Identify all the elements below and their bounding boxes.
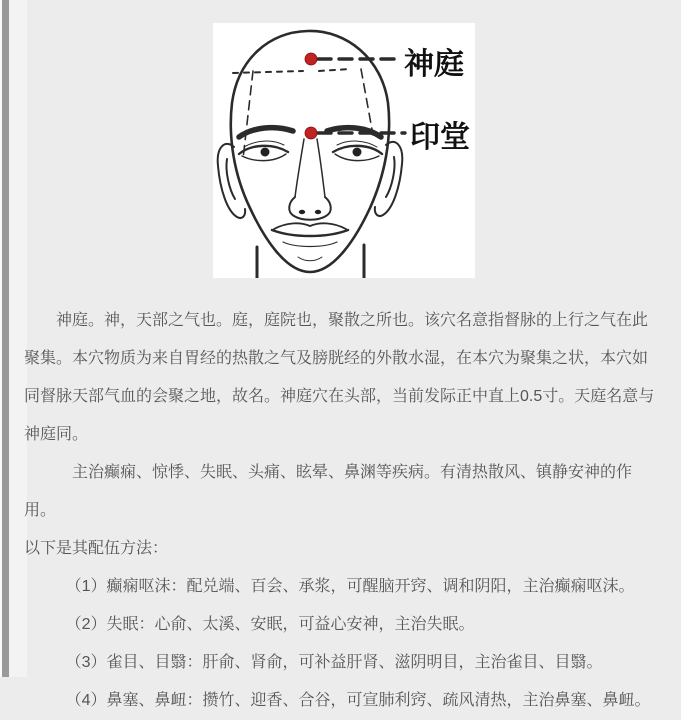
paragraph-indications: 主治癫痫、惊悸、失眠、头痛、眩晕、鼻渊等疾病。有清热散风、镇静安神的作用。 [24,464,633,519]
left-nostril [299,210,305,214]
article-body [24,302,660,720]
nose [295,139,325,197]
paragraph-combo-intro: 以下是其配伍方法： [24,540,169,557]
chin-crease [298,257,322,261]
temple-dash-left [243,71,253,159]
left-ear-icon [218,144,245,218]
mouth-line [272,230,348,236]
lower-lip [283,242,337,247]
left-accent-bar [2,0,9,677]
paragraph-name-meaning: 神庭。神，天部之气也。庭，庭院也，聚散之所也。该穴名意指督脉的上行之气在此聚集。本穴物质为来自胃经的热散之气及膀胱经的外散水湿，在本穴为聚集之状，本穴如同督脉天部气血的会聚之地，故名。神庭穴在头部，当前发际正中直上0.5寸。天庭名意与神庭同。 [24,312,655,443]
acupoint-figure [213,23,475,278]
temple-dash-right [361,69,373,135]
combo-item-2: （2）失眠：心俞、太溪、安眠，可益心安神，主治失眠。 [65,616,475,633]
right-pupil [353,148,362,157]
combo-item-1: （1）癫痫呕沫：配兑端、百会、承浆，可醒脑开窍、调和阴阳，主治癫痫呕沫。 [65,578,635,595]
yintang-dot [305,127,317,139]
head-illustration [213,23,475,278]
shenting-dot [305,53,317,65]
left-pupil [261,148,270,157]
nose-base [289,197,331,220]
hairline-dashes [233,69,350,73]
combo-item-3: （3）雀目、目翳：肝俞、肾俞，可补益肝肾、滋阴明目，主治雀目、目翳。 [65,654,603,671]
combo-item-4: （4）鼻塞、鼻衄：攒竹、迎香、合谷，可宣肺利窍、疏风清热，主治鼻塞、鼻衄。 [65,692,651,709]
upper-lip [274,223,346,229]
shenting-label: 神庭 [404,48,464,81]
right-nostril [315,210,321,214]
left-eyebrow [239,128,293,137]
yintang-label: 印堂 [410,121,470,154]
